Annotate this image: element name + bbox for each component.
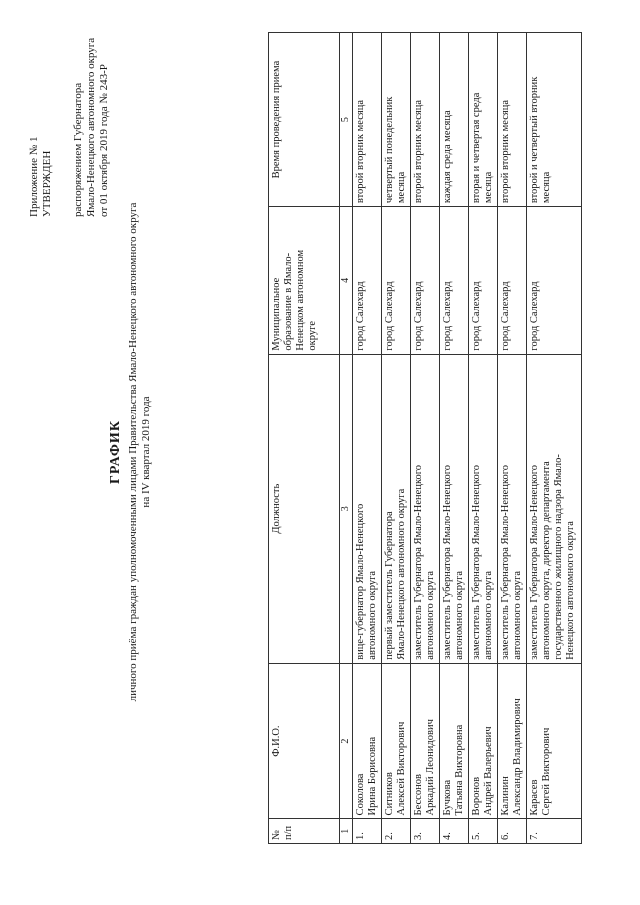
header-position: Должность bbox=[269, 354, 340, 663]
title-block bbox=[108, 12, 153, 892]
row-number: 6. bbox=[498, 819, 527, 844]
column-numbers-row bbox=[340, 33, 353, 844]
row-number: 5. bbox=[469, 819, 498, 844]
person-position: вице-губернатор Ямало-Ненецкого автономного округа bbox=[353, 354, 382, 663]
municipality: город Салехард bbox=[440, 207, 469, 354]
municipality: город Салехард bbox=[527, 207, 582, 354]
column-number: 5 bbox=[340, 33, 353, 207]
column-number: 2 bbox=[340, 663, 353, 819]
person-position: заместитель Губернатора Ямало-Ненецкого автономного округа bbox=[411, 354, 440, 663]
reception-time: второй и четвертый вторник месяца bbox=[527, 33, 582, 207]
row-number: 4. bbox=[440, 819, 469, 844]
person-name: Бессонов Аркадий Леонидович bbox=[411, 663, 440, 819]
municipality: город Салехард bbox=[469, 207, 498, 354]
order-line: от 01 октября 2019 года № 243-Р bbox=[98, 64, 110, 217]
column-number: 1 bbox=[340, 819, 353, 844]
person-name: Воронов Андрей Валерьевич bbox=[469, 663, 498, 819]
person-position: первый заместитель Губернатора Ямало-Ненецкого автономного округа bbox=[382, 354, 411, 663]
municipality: город Салехард bbox=[411, 207, 440, 354]
municipality: город Салехард bbox=[382, 207, 411, 354]
reception-time: вторая и четвертая среда месяца bbox=[469, 33, 498, 207]
order-line: распоряжением Губернатора bbox=[72, 82, 84, 217]
table-row bbox=[469, 33, 498, 844]
reception-time: второй вторник месяца bbox=[411, 33, 440, 207]
table-header-row bbox=[269, 33, 340, 844]
person-position: заместитель Губернатора Ямало-Ненецкого автономного округа, директор департамента государственного жилищного надзора Ямало- Ненецкого автономного округа bbox=[527, 354, 582, 663]
table-row bbox=[353, 33, 382, 844]
appendix-label: Приложение № 1 bbox=[28, 136, 40, 217]
header-municipality: Муниципальное образование в Ямало- Ненецком автономном округе bbox=[269, 207, 340, 354]
document-period: на IV квартал 2019 года bbox=[140, 396, 152, 508]
person-name: Соколова Ирина Борисовна bbox=[353, 663, 382, 819]
person-name: Карасев Сергей Викторович bbox=[527, 663, 582, 819]
header-num: № п/п bbox=[269, 819, 340, 844]
reception-time: четвертый понедельник месяца bbox=[382, 33, 411, 207]
row-number: 1. bbox=[353, 819, 382, 844]
row-number: 3. bbox=[411, 819, 440, 844]
approved-label: УТВЕРЖДЕН bbox=[41, 150, 53, 217]
header-time: Время проведения приема bbox=[269, 33, 340, 207]
row-number: 7. bbox=[527, 819, 582, 844]
table-row bbox=[527, 33, 582, 844]
person-position: заместитель Губернатора Ямало-Ненецкого автономного округа bbox=[440, 354, 469, 663]
reception-time: каждая среда месяца bbox=[440, 33, 469, 207]
table-row bbox=[411, 33, 440, 844]
person-position: заместитель Губернатора Ямало-Ненецкого автономного округа bbox=[498, 354, 527, 663]
schedule-table bbox=[268, 32, 582, 844]
reception-time: второй вторник месяца bbox=[498, 33, 527, 207]
column-number: 4 bbox=[340, 207, 353, 354]
document-subtitle: личного приёма граждан уполномоченными лицами Правительства Ямало-Ненецкого автономного округа bbox=[127, 202, 139, 702]
table-row bbox=[440, 33, 469, 844]
document-title: ГРАФИК bbox=[108, 420, 123, 484]
person-name: Калинин Александр Владимирович bbox=[498, 663, 527, 819]
municipality: город Салехард bbox=[353, 207, 382, 354]
column-number: 3 bbox=[340, 354, 353, 663]
header-fio: Ф.И.О. bbox=[269, 663, 340, 819]
table-row bbox=[382, 33, 411, 844]
approval-block bbox=[28, 17, 111, 217]
table-row bbox=[498, 33, 527, 844]
document-page bbox=[10, 12, 630, 892]
order-line: Ямало-Ненецкого автономного округа bbox=[85, 37, 97, 217]
person-name: Ситников Алексей Викторович bbox=[382, 663, 411, 819]
person-position: заместитель Губернатора Ямало-Ненецкого автономного округа bbox=[469, 354, 498, 663]
row-number: 2. bbox=[382, 819, 411, 844]
reception-time: второй вторник месяца bbox=[353, 33, 382, 207]
person-name: Бучкова Татьяна Викторовна bbox=[440, 663, 469, 819]
municipality: город Салехард bbox=[498, 207, 527, 354]
